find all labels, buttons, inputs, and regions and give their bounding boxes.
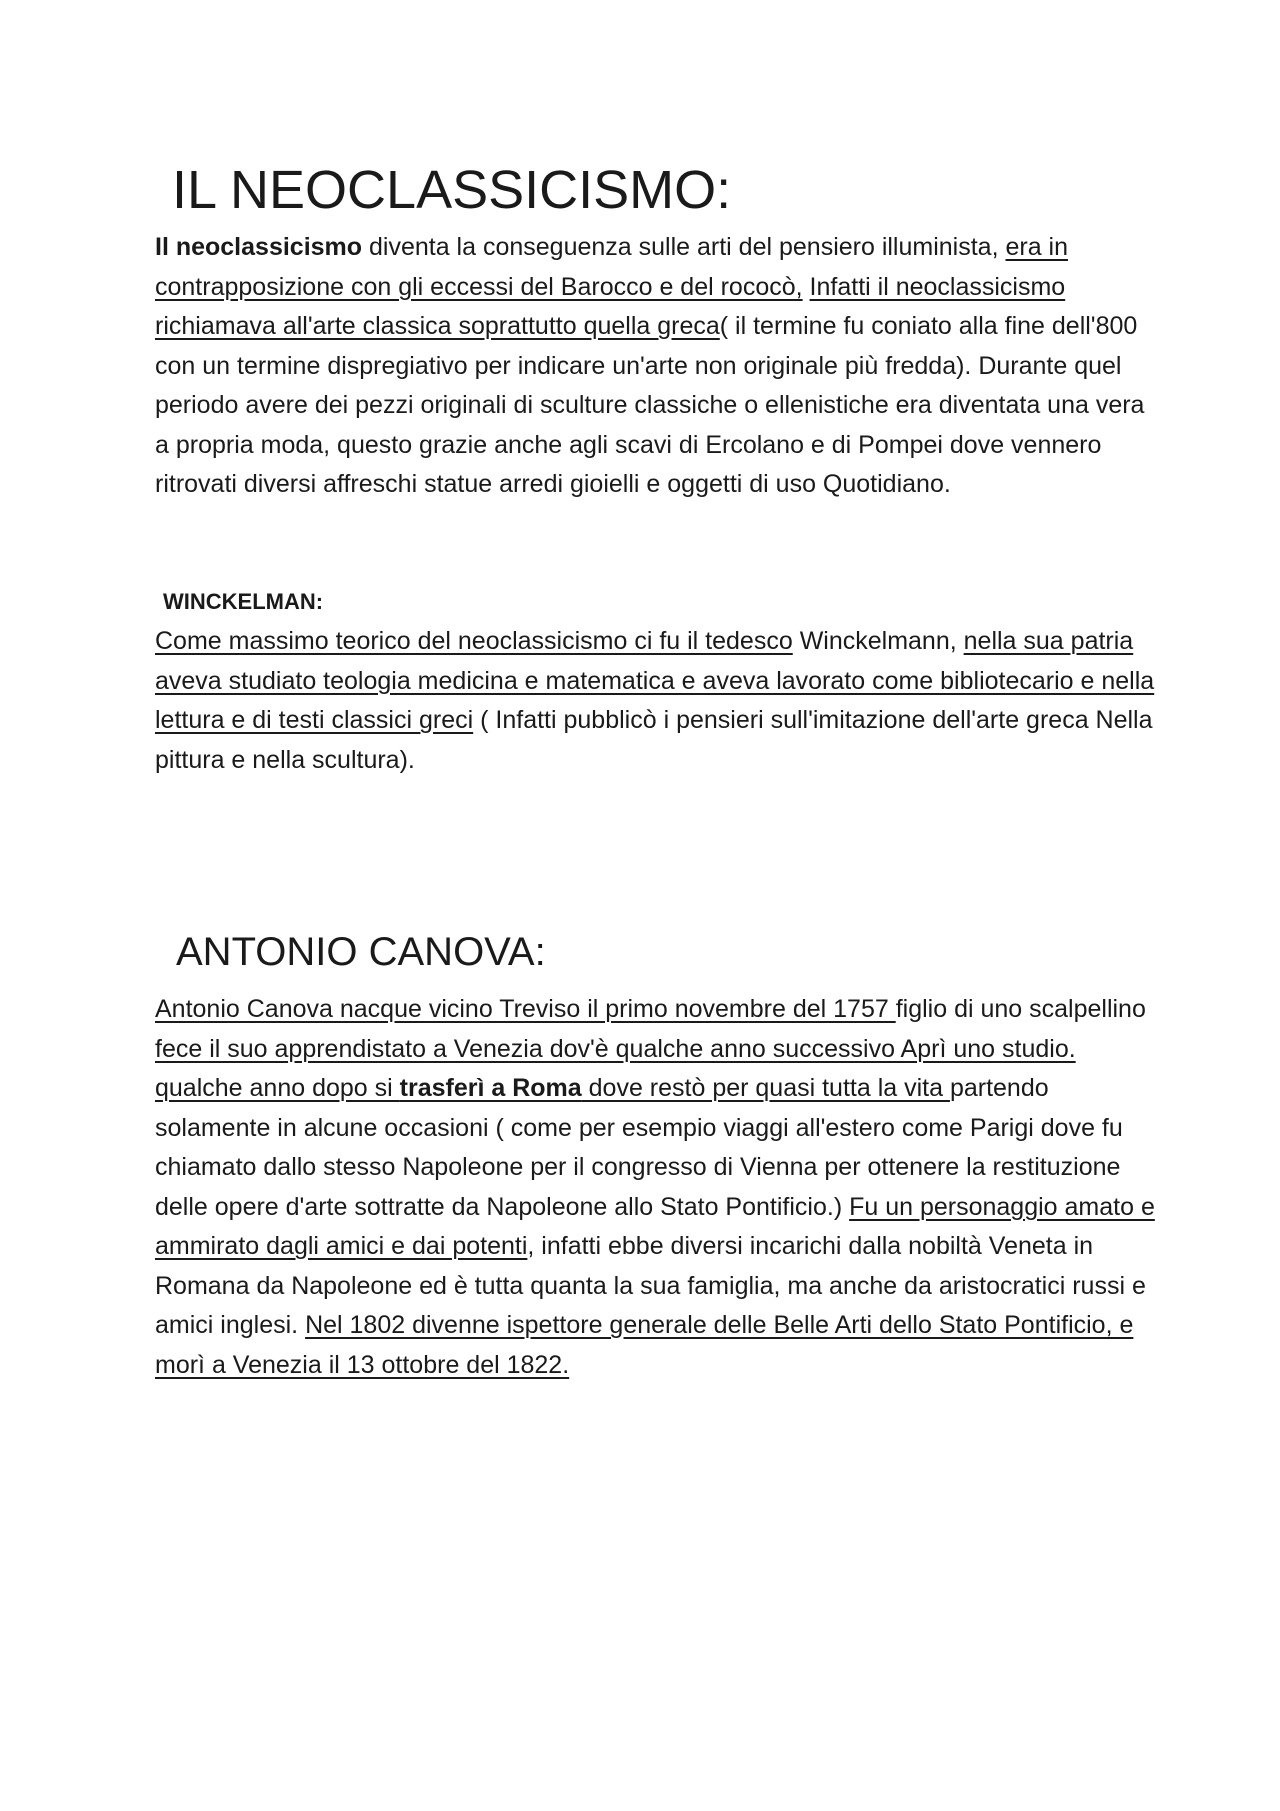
text-span: ( il termine fu coniato alla fine dell'800 con un termine dispregiativo per indicare un'arte non originale più fredda). Durante quel periodo avere dei pezzi originali di sculture classiche o ellenistiche era diventata una vera a propria moda, questo grazie anche agli scavi di Ercolano e di Pompei dove vennero ritrovati diversi affreschi statue arredi gioielli e oggetti di uso Quotidiano. [155,312,1145,498]
canova-paragraph [155,990,1165,1385]
underlined-text: Come massimo teorico del neoclassicismo ci fu il tedesco [155,627,793,655]
underlined-text: era in contrapposizione con gli eccessi del Barocco e del rococò, [155,233,1069,301]
underlined-text: nella sua patria aveva studiato teologia medicina e matematica e aveva lavorato come bibliotecario e nella lettura e di testi classici greci [155,627,1155,734]
underlined-text: Infatti il neoclassicismo richiamava all'arte classica soprattutto quella greca [155,272,1066,340]
text-span: partendo solamente in alcune occasioni ( come per esempio viaggi all'estero come Parigi dove fu chiamato dallo stesso Napoleone per il congresso di Vienna per ottenere la restituzione delle opere d'arte sottratte da Napoleone allo Stato Pontificio.) [155,1074,1123,1221]
text-span [803,273,810,301]
text-span: diventa la conseguenza sulle arti del pensiero illuminista, [362,233,1006,261]
text-span: , infatti ebbe diversi incarichi dalla nobiltà Veneta in Romana da Napoleone ed è tutta quanta la sua famiglia, ma anche da aristocratici russi e amici inglesi. [155,1232,1146,1339]
text-span: Winckelmann, [792,627,964,655]
bold-term: Il neoclassicismo [155,233,363,261]
section-title-canova: ANTONIO CANOVA: [176,930,546,974]
winckelman-paragraph [155,622,1165,780]
text-span: figlio di uno scalpellino [895,995,1146,1023]
text-span: ( Infatti pubblicò i pensieri sull'imitazione dell'arte greca Nella pittura e nella scultura). [155,706,1153,774]
underlined-text: Nel 1802 divenne ispettore generale delle Belle Arti dello Stato Pontificio, e morì a Venezia il 13 ottobre del 1822. [155,1311,1134,1379]
page-title: IL NEOCLASSICISMO: [172,160,732,220]
underlined-text: Antonio Canova nacque vicino Treviso il primo novembre del 1757 [155,995,896,1023]
bold-underlined-text: trasferì a Roma [399,1074,582,1102]
neoclassicismo-paragraph [155,228,1165,505]
underlined-text: fece il suo apprendistato a Venezia dov'è qualche anno successivo Aprì uno studio. qualche anno dopo si [155,1034,1076,1102]
section-heading-winckelman: WINCKELMAN: [163,589,324,614]
underlined-text: dove restò per quasi tutta la vita [581,1074,950,1102]
underlined-text: Fu un personaggio amato e ammirato dagli amici e dai potenti [155,1192,1155,1260]
